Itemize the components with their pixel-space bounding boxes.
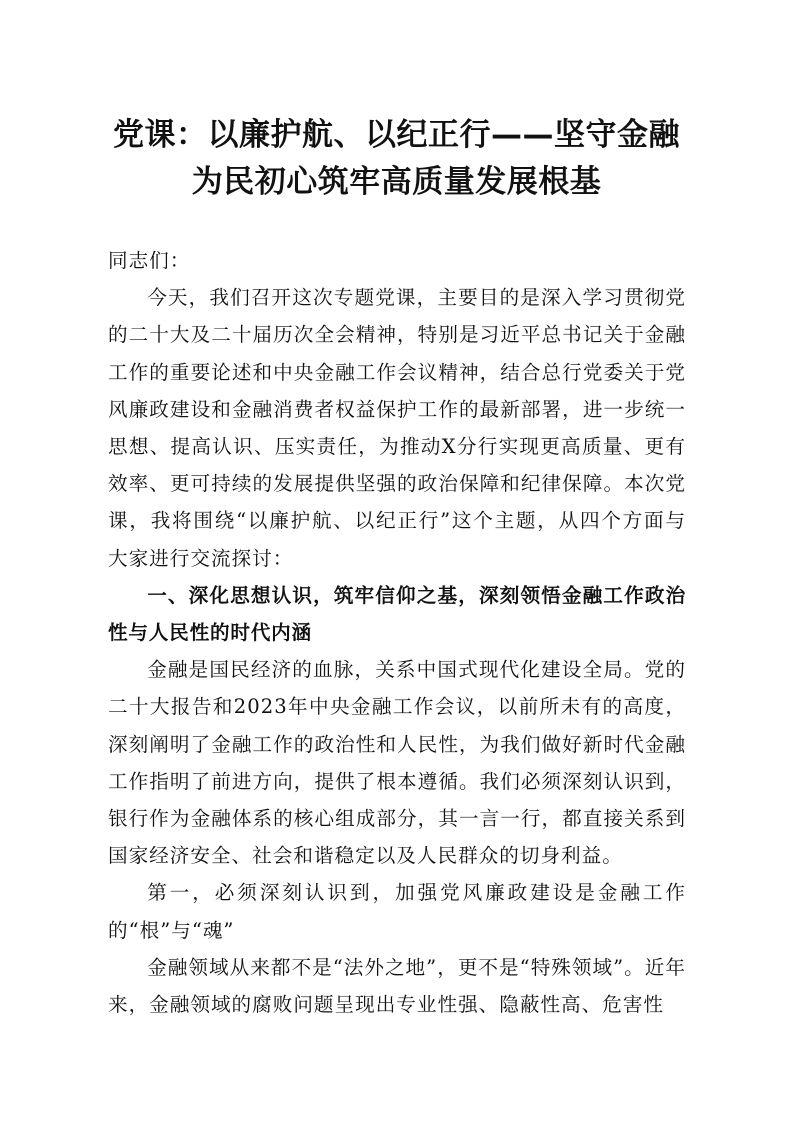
body-paragraph: 今天，我们召开这次专题党课，主要目的是深入学习贯彻党的二十大及二十届历次全会精神，特别是习近平总书记关于金融工作的重要论述和中央金融工作会议精神，结合总行党委关于党风廉政建设和金融消费者权益保护工作的最新部署，进一步统一思想、提高认识、压实责任，为推动X分行实现更高质量、更有效率、更可持续的发展提供坚强的政治保障和纪律保障。本次党课，我将围绕“以廉护航、以纪正行”这个主题，从四个方面与大家进行交流探讨：	[108, 286, 686, 570]
section-heading: 一、深化思想认识，筑牢信仰之基，深刻领悟金融工作政治性与人民性的时代内涵	[108, 583, 686, 645]
salutation: 同志们：	[108, 249, 191, 272]
document-title-line-2: 为民初心筑牢高质量发展根基	[191, 164, 602, 200]
document-title-line-1: 党课：以廉护航、以纪正行——坚守金融	[113, 117, 680, 153]
subsection-heading: 第一，必须深刻认识到，加强党风廉政建设是金融工作的“根”与“魂”	[108, 881, 686, 942]
document-body	[108, 242, 686, 1023]
body-paragraph: 金融领域从来都不是“法外之地”，更不是“特殊领域”。近年来，金融领域的腐败问题呈现出专业性强、隐蔽性高、危害性	[108, 955, 686, 1017]
body-paragraph: 金融是国民经济的血脉，关系中国式现代化建设全局。党的二十大报告和2023年中央金融工作会议，以前所未有的高度，深刻阐明了金融工作的政治性和人民性，为我们做好新时代金融工作指明了前进方向，提供了根本遵循。我们必须深刻认识到，银行作为金融体系的核心组成部分，其一言一行，都直接关系到国家经济安全、社会和谐稳定以及人民群众的切身利益。	[108, 658, 686, 868]
